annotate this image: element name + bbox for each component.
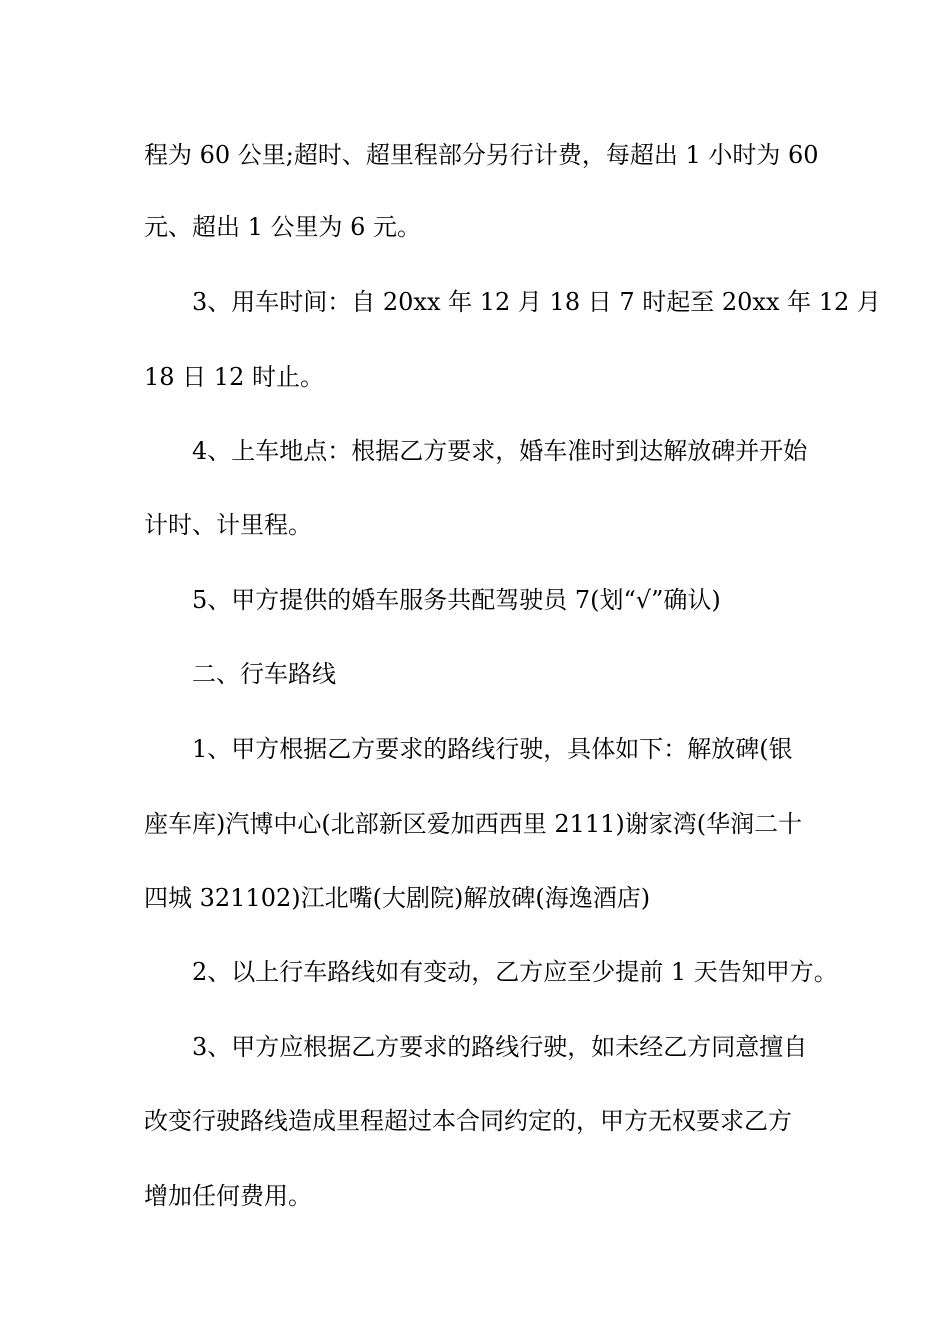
text-line: 元、超出 1 公里为 6 元。: [144, 213, 422, 241]
text-line: 1、甲方根据乙方要求的路线行驶，具体如下：解放碑(银: [192, 735, 793, 763]
text-line: 增加任何费用。: [144, 1182, 312, 1210]
text-line: 四城 321102)江北嘴(大剧院)解放碑(海逸酒店): [144, 884, 651, 912]
text-line: 计时、计里程。: [144, 511, 312, 539]
text-line: 程为 60 公里;超时、超里程部分另行计费，每超出 1 小时为 60: [144, 141, 819, 169]
text-line: 座车库)汽博中心(北部新区爱加西西里 2111)谢家湾(华润二十: [144, 810, 803, 838]
text-line: 18 日 12 时止。: [144, 363, 324, 391]
text-line: 2、以上行车路线如有变动，乙方应至少提前 1 天告知甲方。: [192, 958, 838, 986]
text-line: 3、用车时间：自 20xx 年 12 月 18 日 7 时起至 20xx 年 12 月: [192, 288, 881, 316]
text-line: 5、甲方提供的婚车服务共配驾驶员 7(划“√”确认): [192, 586, 721, 614]
text-line: 4、上车地点：根据乙方要求，婚车准时到达解放碑并开始: [192, 437, 808, 465]
text-line: 改变行驶路线造成里程超过本合同约定的，甲方无权要求乙方: [144, 1107, 792, 1135]
text-line: 3、甲方应根据乙方要求的路线行驶，如未经乙方同意擅自: [192, 1033, 808, 1061]
section-heading: 二、行车路线: [192, 660, 336, 688]
